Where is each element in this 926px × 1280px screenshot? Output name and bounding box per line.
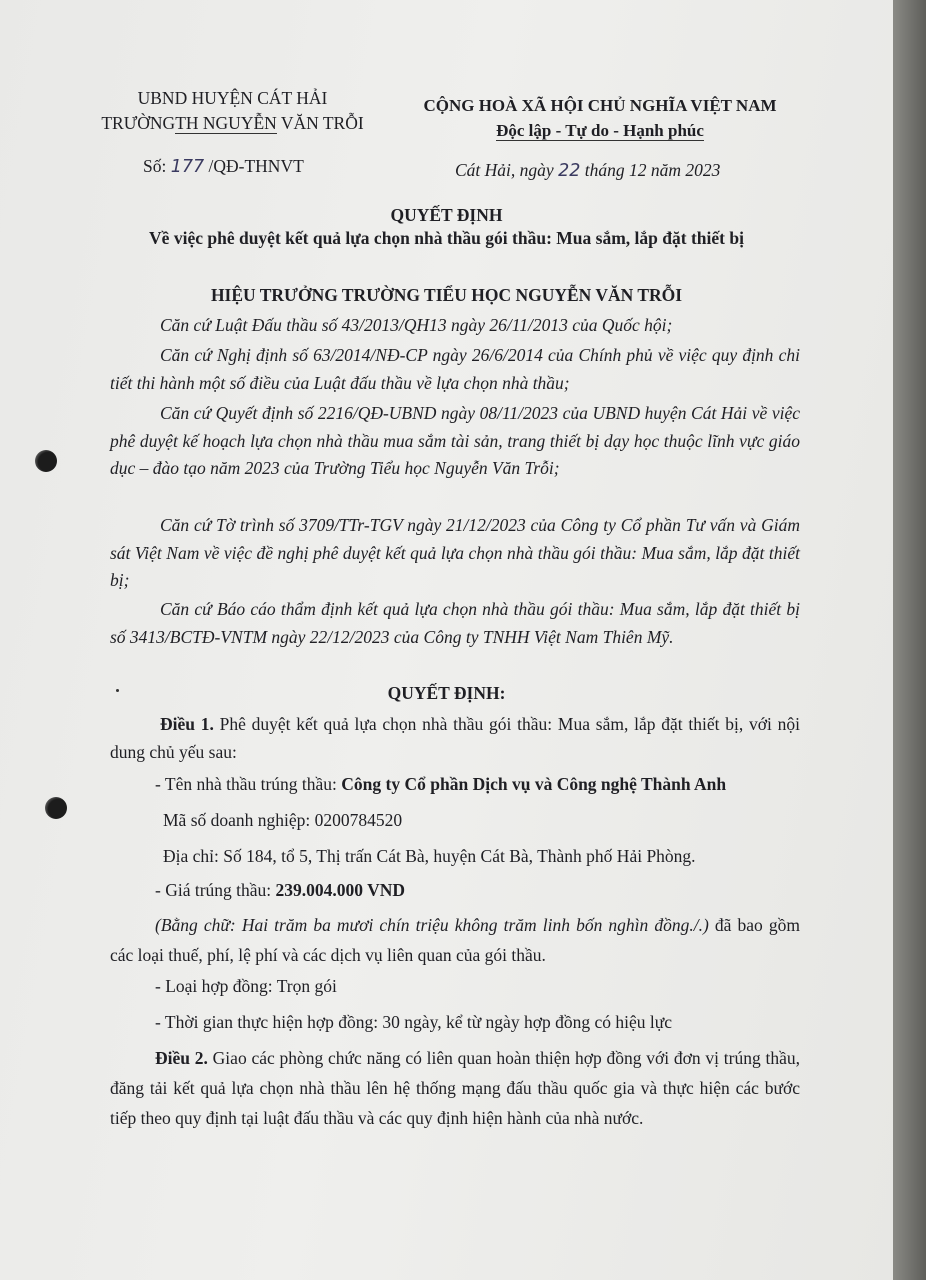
price-line [155,880,405,901]
article-1-label: Điều 1. [160,714,214,734]
background-edge [893,0,926,1280]
contract-type: - Loại hợp đồng: Trọn gói [155,976,337,996]
org-line-2-underlined: TH NGUYỄN [175,113,277,133]
winner-label: - Tên nhà thầu trúng thầu: [155,774,342,794]
winner-line [155,774,726,795]
price-value: 239.004.000 VND [275,880,406,900]
legal-basis-2: Căn cứ Nghị định số 63/2014/NĐ-CP ngày 26/6/2014 của Chính phủ về việc quy định chi tiết thi hành một số điều của Luật đấu thầu về lựa chọn nhà thầu; [110,345,800,393]
punch-hole-bottom [45,797,67,819]
article-1-intro [110,711,800,766]
article-1-intro-text: Phê duyệt kết quả lựa chọn nhà thầu gói thầu: Mua sắm, lắp đặt thiết bị, với nội dung chủ yếu sau: [110,714,800,762]
price-words: (Bằng chữ: Hai trăm ba mươi chín triệu không trăm linh bốn nghìn đồng./.) [155,915,709,935]
date-suffix: tháng 12 năm 2023 [580,160,721,180]
org-line-2 [65,113,400,134]
motto-text: Độc lập - Tự do - Hạnh phúc [496,121,704,140]
legal-basis-3: Căn cứ Quyết định số 2216/QĐ-UBND ngày 08/11/2023 của UBND huyện Cát Hải về việc phê duyệt kế hoạch lựa chọn nhà thầu mua sắm tài sản, trang thiết bị dạy học thuộc lĩnh vực giáo dục – đào tạo năm 2023 của Trường Tiểu học Nguyễn Văn Trỗi; [110,403,800,478]
legal-basis-1: Căn cứ Luật Đấu thầu số 43/2013/QH13 ngày 26/11/2013 của Quốc hội; [160,315,673,335]
decision-heading: QUYẾT ĐỊNH: [387,683,506,703]
doc-type-title: QUYẾT ĐỊNH [390,205,503,225]
number-suffix: /QĐ-THNVT [204,156,304,176]
date-day-handwritten: 22 [558,161,581,181]
article-2-label: Điều 2. [155,1048,208,1068]
issuing-authority: HIỆU TRƯỞNG TRƯỜNG TIỂU HỌC NGUYỄN VĂN TRỖI [210,285,683,305]
legal-basis-5: Căn cứ Báo cáo thẩm định kết quả lựa chọn nhà thầu gói thầu: Mua sắm, lắp đặt thiết bị số 3413/BCTĐ-VNTM ngày 22/12/2023 của Công ty TNHH Việt Nam Thiên Mỹ. [110,599,800,647]
motto [410,120,790,141]
punch-hole-top [35,450,57,472]
nation-title: CỘNG HOÀ XÃ HỘI CHỦ NGHĨA VIỆT NAM [423,96,777,115]
org-line-2-c: VĂN TRỖI [276,113,364,133]
org-line-2-a: TRƯỜNG [101,113,176,133]
winner-address: Địa chỉ: Số 184, tổ 5, Thị trấn Cát Bà, huyện Cát Bà, Thành phố Hải Phòng. [163,846,696,866]
winner-name: Công ty Cổ phần Dịch vụ và Công nghệ Thành Anh [341,774,727,794]
price-words-tail: đã bao gồm các loại thuế, phí, lệ phí và các dịch vụ liên quan của gói thầu. [110,915,800,965]
doc-subject: Về việc phê duyệt kết quả lựa chọn nhà thầu gói thầu: Mua sắm, lắp đặt thiết bị [149,228,744,248]
number-handwritten: 177 [170,157,205,177]
price-label: - Giá trúng thầu: [155,880,276,900]
article-2-text: Giao các phòng chức năng có liên quan hoàn thiện hợp đồng với đơn vị trúng thầu, đăng tải kết quả lựa chọn nhà thầu lên hệ thống mạng đấu thầu quốc gia và thực hiện các bước tiếp theo quy định tại luật đấu thầu và các quy định hiện hành của nhà nước. [110,1048,801,1128]
number-prefix: Số: [143,156,171,176]
tax-code: Mã số doanh nghiệp: 0200784520 [163,810,403,830]
price-in-words [110,910,800,970]
date-prefix: Cát Hải, ngày [455,160,559,180]
org-line-1: UBND HUYỆN CÁT HẢI [137,88,328,108]
legal-basis-4: Căn cứ Tờ trình số 3709/TTr-TGV ngày 21/12/2023 của Công ty Cổ phần Tư vấn và Giám sát Việt Nam về việc đề nghị phê duyệt kết quả lựa chọn nhà thầu gói thầu: Mua sắm, lắp đặt thiết bị; [110,515,800,590]
article-2 [110,1043,800,1133]
issue-date [455,160,720,182]
document-number [143,156,304,178]
paper-speck [116,689,119,692]
contract-duration: - Thời gian thực hiện hợp đồng: 30 ngày, kể từ ngày hợp đồng có hiệu lực [155,1012,672,1032]
